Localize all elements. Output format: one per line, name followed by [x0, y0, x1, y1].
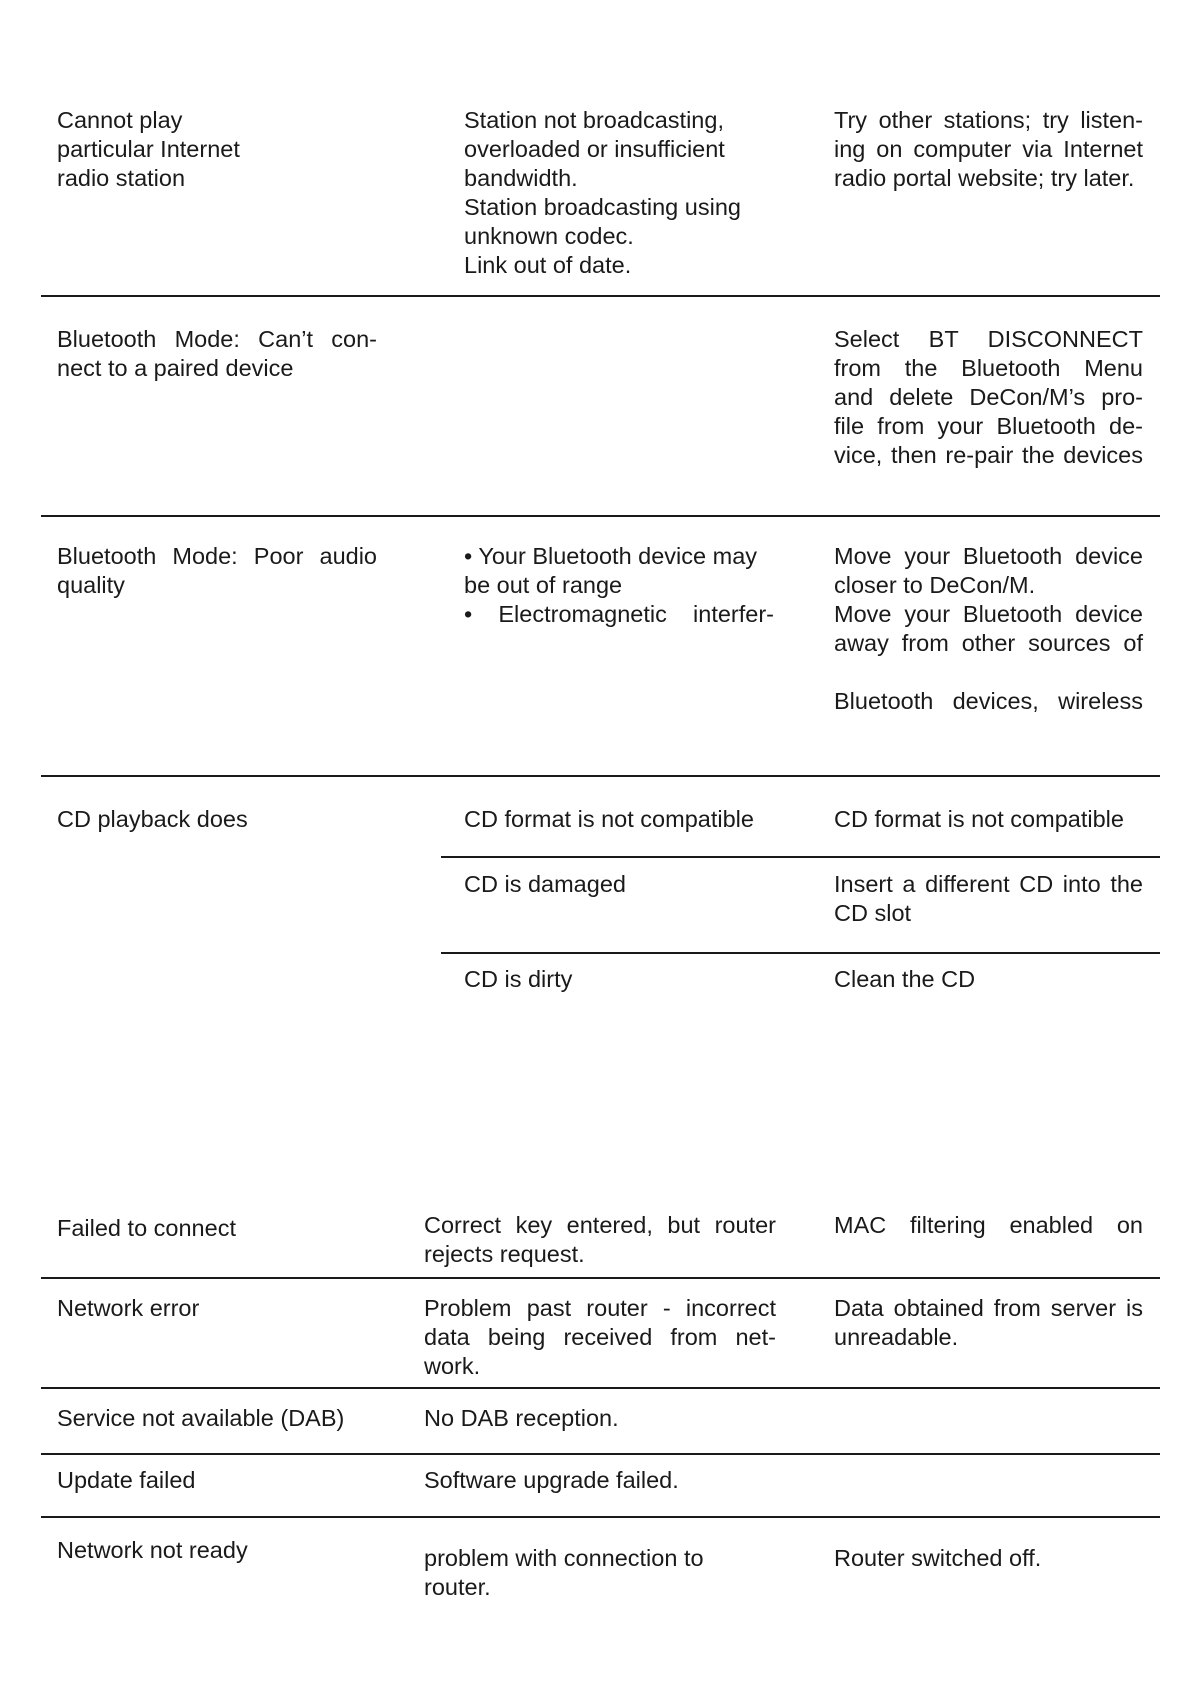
error-message: Service not available (DAB) — [57, 1405, 345, 1431]
row-divider — [41, 295, 1160, 297]
row4b-cause: CD is damaged — [464, 871, 626, 897]
text-line: quality — [57, 572, 125, 598]
text-line: away from other sources of — [834, 630, 1143, 656]
error-remedy — [834, 1544, 1143, 1573]
error-cause — [424, 1466, 776, 1495]
row3-remedy-cont — [834, 687, 1143, 716]
row3-problem — [57, 542, 377, 600]
text-line: nect to a paired device — [57, 355, 294, 381]
row1-cause — [464, 106, 774, 280]
text-line: Select BT DISCONNECT — [834, 326, 1143, 352]
text-line: • Electromagnetic interfer- — [464, 601, 774, 627]
text-line: Station broadcasting using — [464, 194, 741, 220]
row-divider — [41, 775, 1160, 777]
text-line: work. — [424, 1353, 481, 1379]
text-line: problem with connection to router. — [424, 1545, 704, 1600]
text-line: Try other stations; try listen- — [834, 107, 1143, 133]
row3-cause — [464, 542, 774, 629]
text-line: Bluetooth Mode: Poor audio — [57, 543, 377, 569]
subrow-divider — [441, 952, 1160, 954]
text-line: • Your Bluetooth device may — [464, 543, 758, 569]
error-message: Failed to connect — [57, 1215, 236, 1241]
row4c-remedy — [834, 965, 1143, 994]
row-divider — [41, 515, 1160, 517]
error-remedy — [834, 1294, 1143, 1352]
row4a-cause: CD format is not compatible — [464, 806, 754, 832]
row4a-remedy — [834, 805, 1143, 834]
text-line: unknown codec. — [464, 223, 634, 249]
row4c-cause: CD is dirty — [464, 966, 573, 992]
text-line: Router switched off. — [834, 1545, 1042, 1571]
text-line: radio station — [57, 165, 186, 191]
text-line: Software upgrade failed. — [424, 1467, 679, 1493]
row-divider — [41, 1277, 1160, 1279]
text-line: Move your Bluetooth device — [834, 543, 1143, 569]
text-line: Correct key entered, but router — [424, 1212, 776, 1238]
text-line: particular Internet — [57, 136, 240, 162]
text-line: file from your Bluetooth de- — [834, 413, 1143, 439]
error-message: Update failed — [57, 1467, 196, 1493]
error-cause — [424, 1544, 776, 1602]
text-line: unreadable. — [834, 1324, 959, 1350]
error-message: Network error — [57, 1295, 200, 1321]
row4b-remedy — [834, 870, 1143, 928]
text-line: Data obtained from server is — [834, 1295, 1143, 1321]
text-line: be out of range — [464, 572, 623, 598]
text-line: radio portal website; try later. — [834, 165, 1135, 191]
row4-problem: CD playback does — [57, 806, 248, 832]
row2-problem — [57, 325, 377, 383]
text-line: Cannot play — [57, 107, 183, 133]
text-line: MAC filtering enabled on — [834, 1212, 1143, 1238]
text-line: Station not broadcasting, — [464, 107, 724, 133]
error-message: Network not ready — [57, 1537, 248, 1563]
error-cause — [424, 1404, 776, 1433]
error-remedy — [834, 1211, 1143, 1240]
row-divider — [41, 1387, 1160, 1389]
text-line: overloaded or insufficient — [464, 136, 725, 162]
text-line: CD slot — [834, 900, 912, 926]
text-line: ing on computer via Internet — [834, 136, 1143, 162]
text-line: from the Bluetooth Menu — [834, 355, 1143, 381]
text-line: No DAB reception. — [424, 1405, 619, 1431]
text-line: Clean the CD — [834, 966, 976, 992]
row3-remedy — [834, 542, 1143, 658]
error-cause — [424, 1211, 776, 1269]
row2-remedy — [834, 325, 1143, 470]
text-line: vice, then re-pair the devices — [834, 442, 1143, 468]
text-line: Move your Bluetooth device — [834, 601, 1143, 627]
error-cause — [424, 1294, 776, 1381]
text-line: closer to DeCon/M. — [834, 572, 1036, 598]
text-line: and delete DeCon/M’s pro- — [834, 384, 1143, 410]
row1-remedy — [834, 106, 1143, 193]
text-line: Link out of date. — [464, 252, 632, 278]
text-line: data being received from net- — [424, 1324, 776, 1350]
text-line: Bluetooth Mode: Can’t con- — [57, 326, 377, 352]
row-divider — [41, 1516, 1160, 1518]
subrow-divider — [441, 856, 1160, 858]
text-line: Insert a different CD into the — [834, 871, 1143, 897]
text-line: Problem past router - incorrect — [424, 1295, 776, 1321]
text-line: Bluetooth devices, wireless — [834, 688, 1143, 714]
text-line: rejects request. — [424, 1241, 585, 1267]
text-line: bandwidth. — [464, 165, 578, 191]
row-divider — [41, 1453, 1160, 1455]
row1-problem — [57, 106, 377, 193]
text-line: CD format is not compatible — [834, 806, 1124, 832]
